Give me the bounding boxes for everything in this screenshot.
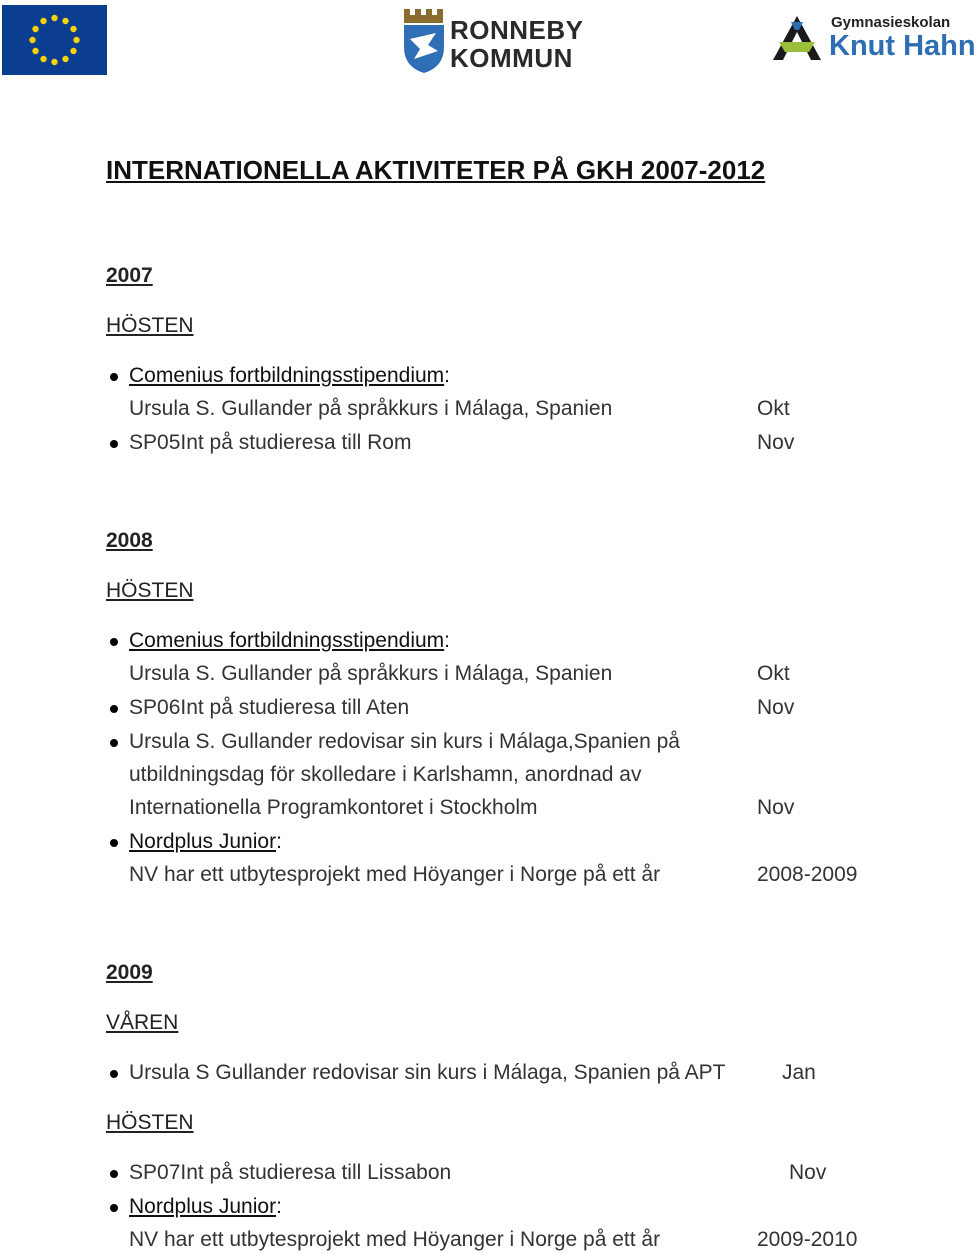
nordplus-heading: Nordplus Junior [129,1195,277,1218]
bullet [110,1070,118,1078]
comenius-2008-month: Okt [757,662,790,685]
apt-month: Jan [782,1061,816,1084]
nordplus-2008-period: 2008-2009 [757,863,858,886]
school-line2: Knut Hahn [829,30,976,62]
sp05-month: Nov [757,431,795,454]
bullet [110,440,118,448]
colon: : [444,364,451,387]
nordplus-2008-text: NV har ett utbytesprojekt med Höyanger i Norge på ett år [129,863,661,886]
sp06-month: Nov [757,696,795,719]
school-emblem-icon [769,12,825,64]
report-month: Nov [757,796,795,819]
sp07-month: Nov [789,1161,827,1184]
nordplus-2009-text: NV har ett utbytesprojekt med Höyanger i Norge på ett år [129,1228,661,1251]
report-line2: utbildningsdag för skolledare i Karlshamn, anordnad av [129,763,642,786]
colon: : [444,629,451,652]
year-2007-heading: 2007 [106,264,153,287]
school-line1: Gymnasieskolan [831,14,951,31]
page-title: INTERNATIONELLA AKTIVITETER PÅ GKH 2007-2012 [106,155,766,185]
ronneby-crest-icon [402,5,446,73]
bullet [110,1170,118,1178]
comenius-2007-item [129,364,450,388]
bullet [110,705,118,713]
season-2009-spring: VÅREN [106,1011,179,1034]
bullet [110,839,118,847]
nordplus-2009-item [129,1195,282,1219]
comenius-heading: Comenius fortbildningsstipendium [129,364,445,387]
sp06-text: SP06Int på studieresa till Aten [129,696,410,719]
ronneby-line2: KOMMUN [450,43,573,73]
nordplus-heading: Nordplus Junior [129,830,277,853]
apt-text: Ursula S Gullander redovisar sin kurs i Málaga, Spanien på APT [129,1061,726,1084]
season-2008-autumn: HÖSTEN [106,579,194,602]
year-2008-heading: 2008 [106,529,153,552]
comenius-heading: Comenius fortbildningsstipendium [129,629,445,652]
comenius-2007-text: Ursula S. Gullander på språkkurs i Málaga, Spanien [129,397,613,420]
nordplus-2008-item [129,830,282,854]
bullet [110,1204,118,1212]
bullet [110,638,118,646]
nordplus-2009-period: 2009-2010 [757,1228,858,1251]
year-2009-heading: 2009 [106,961,153,984]
comenius-2008-item [129,629,450,653]
sp05-text: SP05Int på studieresa till Rom [129,431,412,454]
colon: : [276,830,282,853]
report-line3: Internationella Programkontoret i Stockholm [129,796,538,819]
bullet [110,739,118,747]
season-2007-autumn: HÖSTEN [106,314,194,337]
report-line1: Ursula S. Gullander redovisar sin kurs i Málaga,Spanien på [129,730,680,753]
eu-flag-logo [2,5,107,75]
sp07-text: SP07Int på studieresa till Lissabon [129,1161,452,1184]
colon: : [276,1195,282,1218]
comenius-2008-text: Ursula S. Gullander på språkkurs i Málaga, Spanien [129,662,613,685]
ronneby-line1: RONNEBY [450,15,584,45]
knut-hahn-logo [769,8,976,68]
season-2009-autumn: HÖSTEN [106,1111,194,1134]
ronneby-kommun-logo [402,5,584,73]
comenius-2007-month: Okt [757,397,790,420]
bullet [110,373,118,381]
